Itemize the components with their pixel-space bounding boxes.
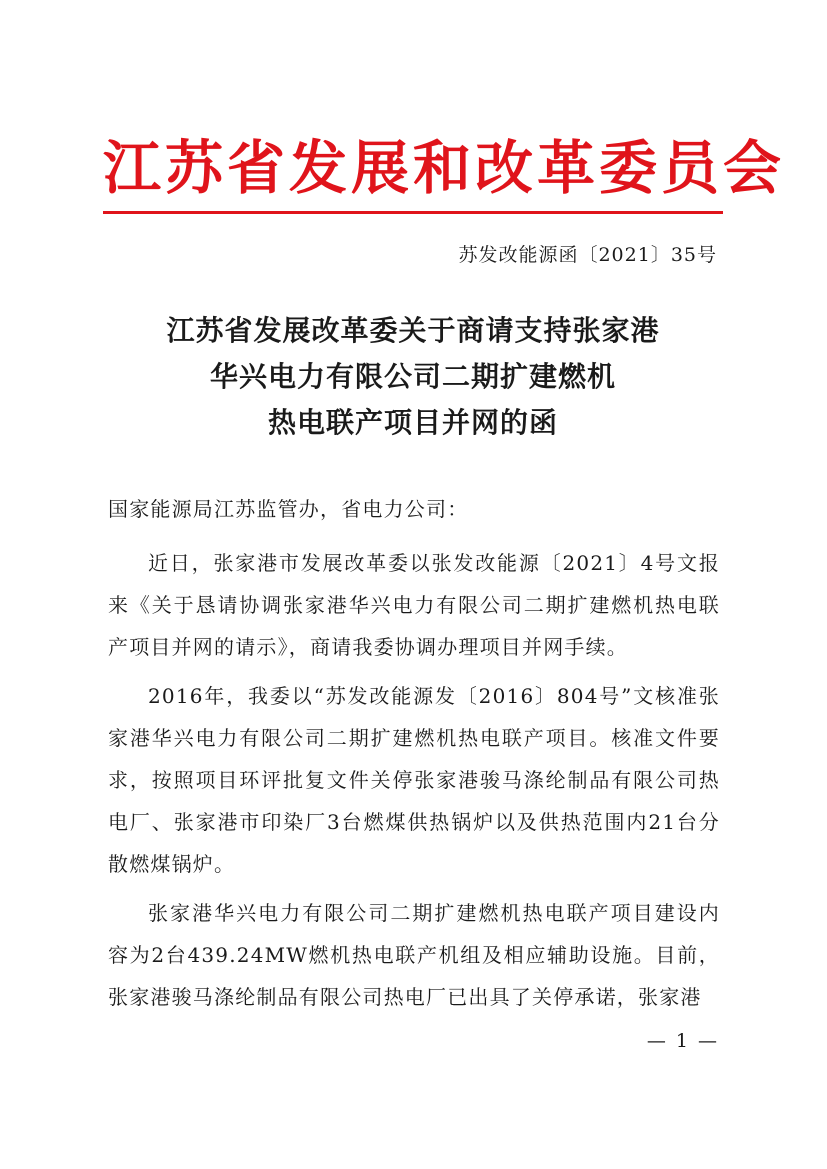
document-title [103, 308, 723, 446]
document-number: 苏发改能源函〔2021〕35号 [458, 244, 717, 266]
salutation: 国家能源局江苏监管办，省电力公司： [108, 497, 469, 521]
body-paragraph: 2016年，我委以“苏发改能源发〔2016〕804号”文核准张家港华兴电力有限公司二期扩建燃机热电联产项目。核准文件要求，按照项目环评批复文件关停张家港骏马涤纶制品有限公司热电厂、张家港市印染厂3台燃煤供热锅炉以及供热范围内21台分散燃煤锅炉。 [108, 684, 720, 876]
page-number: — 1 — [646, 1030, 719, 1052]
body-paragraph: 近日，张家港市发展改革委以张发改能源〔2021〕4号文报来《关于恳请协调张家港华兴电力有限公司二期扩建燃机热电联产项目并网的请示》，商请我委协调办理项目并网手续。 [108, 551, 720, 659]
body-paragraph: 张家港华兴电力有限公司二期扩建燃机热电联产项目建设内容为2台439.24MW燃机热电联产机组及相应辅助设施。目前，张家港骏马涤纶制品有限公司热电厂已出具了关停承诺，张家港 [108, 901, 720, 1009]
title-line: 江苏省发展改革委关于商请支持张家港 [166, 314, 660, 347]
document-body [108, 488, 720, 1025]
title-line: 热电联产项目并网的函 [267, 406, 558, 439]
organization-header: 江苏省发展和改革委员会 [103, 134, 786, 202]
title-line: 华兴电力有限公司二期扩建燃机 [209, 360, 616, 393]
header-divider-line [103, 211, 723, 214]
